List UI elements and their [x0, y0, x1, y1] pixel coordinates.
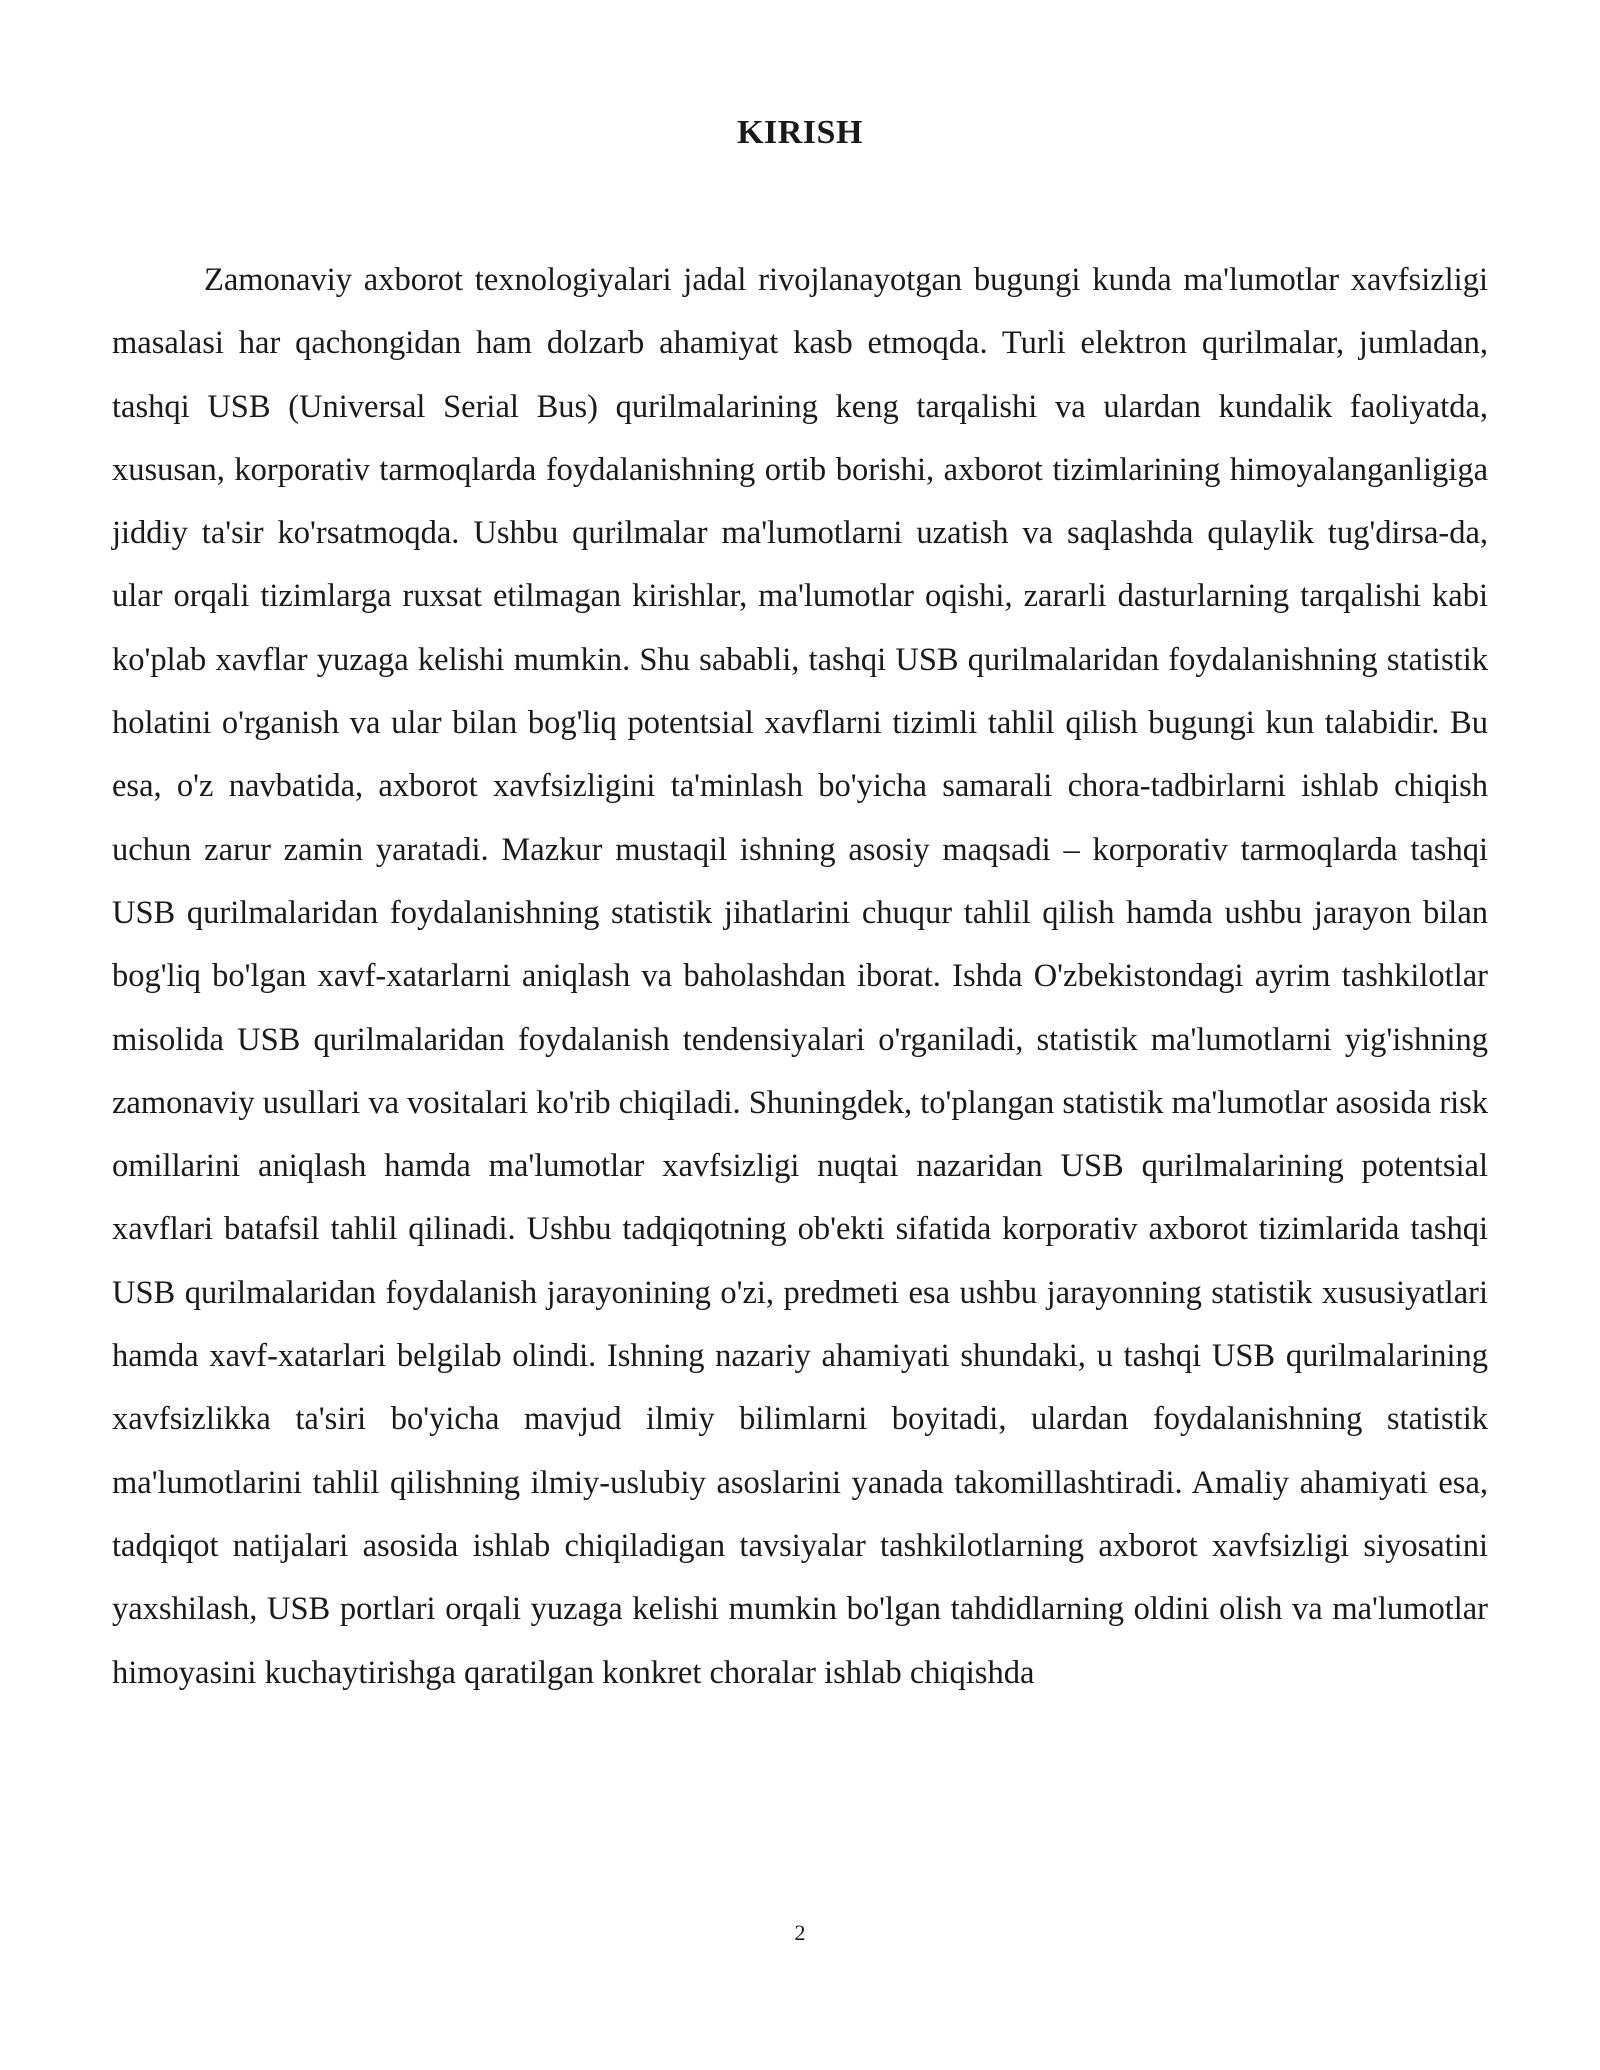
body-paragraph: Zamonaviy axborot texnologiyalari jadal rivojlanayotgan bugungi kunda ma'lumotlar xavfsizligi masalasi har qachongidan ham dolzarb ahamiyat kasb etmoqda. Turli elektron qurilmalar, jumladan, tashqi USB (Universal Serial Bus) qurilmalarining keng tarqalishi va ulardan kundalik faoliyatda, xususan, korporativ tarmoqlarda foydalanishning ortib borishi, axborot tizimlarining himoyalanganligiga jiddiy ta'sir ko'rsatmoqda. Ushbu qurilmalar ma'lumotlarni uzatish va saqlashda qulaylik tug'dirsa-da, ular orqali tizimlarga ruxsat etilmagan kirishlar, ma'lumotlar oqishi, zararli dasturlarning tarqalishi kabi ko'plab xavflar yuzaga kelishi mumkin. Shu sababli, tashqi USB qurilmalaridan foydalanishning statistik holatini o'rganish va ular bilan bog'liq potentsial xavflarni tizimli tahlil qilish bugungi kun talabidir. Bu esa, o'z navbatida, axborot xavfsizligini ta'minlash bo'yicha samarali chora-tadbirlarni ishlab chiqish uchun zarur zamin yaratadi. Mazkur mustaqil ishning asosiy maqsadi – korporativ tarmoqlarda tashqi USB qurilmalaridan foydalanishning statistik jihatlarini chuqur tahlil qilish hamda ushbu jarayon bilan bog'liq bo'lgan xavf-xatarlarni aniqlash va baholashdan iborat. Ishda O'zbekistondagi ayrim tashkilotlar misolida USB qurilmalaridan foydalanish tendensiyalari o'rganiladi, statistik ma'lumotlarni yig'ishning zamonaviy usullari va vositalari ko'rib chiqiladi. Shuningdek, to'plangan statistik ma'lumotlar asosida risk omillarini aniqlash hamda ma'lumotlar xavfsizligi nuqtai nazaridan USB qurilmalarining potentsial xavflari batafsil tahlil qilinadi. Ushbu tadqiqotning ob'ekti sifatida korporativ axborot tizimlarida tashqi USB qurilmalaridan foydalanish jarayonining o'zi, predmeti esa ushbu jarayonning statistik xususiyatlari hamda xavf-xatarlari belgilab olindi. Ishning nazariy ahamiyati shundaki, u tashqi USB qurilmalarining xavfsizlikka ta'siri bo'yicha mavjud ilmiy bilimlarni boyitadi, ulardan foydalanishning statistik ma'lumotlarini tahlil qilishning ilmiy-uslubiy asoslarini yanada takomillashtiradi. Amaliy ahamiyati esa, tadqiqot natijalari asosida ishlab chiqiladigan tavsiyalar tashkilotlarning axborot xavfsizligi siyosatini yaxshilash, USB portlari orqali yuzaga kelishi mumkin bo'lgan tahdidlarning oldini olish va ma'lumotlar himoyasini kuchaytirishga qaratilgan konkret choralar ishlab chiqishda [112, 262, 1488, 1691]
section-heading: KIRISH [737, 114, 863, 151]
page-number: 2 [794, 1920, 806, 1945]
